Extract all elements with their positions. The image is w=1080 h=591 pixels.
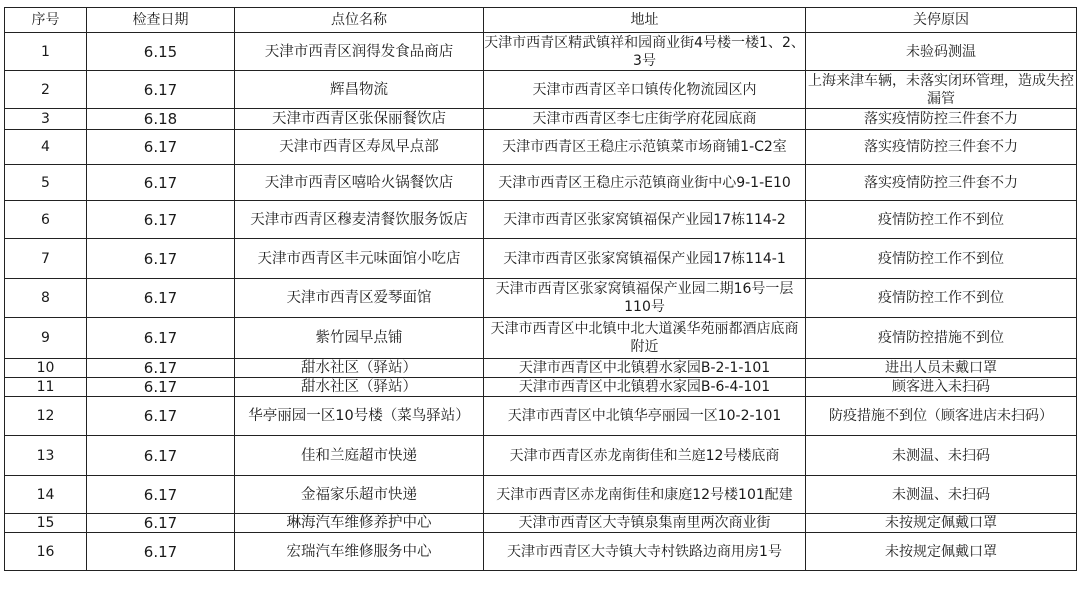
cell-name: 天津市西青区穆麦清餐饮服务饭店 [235,201,484,239]
cell-name: 天津市西青区张保丽餐饮店 [235,109,484,130]
header-name: 点位名称 [235,8,484,33]
table-row [5,33,1077,71]
table-row [5,533,1077,571]
cell-date: 6.17 [87,436,235,476]
cell-no: 4 [5,130,87,165]
cell-name: 佳和兰庭超市快递 [235,436,484,476]
cell-no: 7 [5,239,87,279]
cell-date: 6.17 [87,201,235,239]
table-row [5,239,1077,279]
cell-reason: 疫情防控工作不到位 [806,201,1077,239]
cell-reason: 未测温、未扫码 [806,476,1077,514]
cell-name: 天津市西青区寿凤早点部 [235,130,484,165]
cell-address: 天津市西青区辛口镇传化物流园区内 [484,71,806,109]
cell-address: 天津市西青区中北镇华亭丽园一区10-2-101 [484,397,806,436]
cell-reason: 顾客进入未扫码 [806,378,1077,397]
cell-no: 13 [5,436,87,476]
table-row [5,436,1077,476]
cell-address: 天津市西青区中北镇中北大道溪华苑丽都酒店底商附近 [484,318,806,359]
cell-no: 11 [5,378,87,397]
cell-address: 天津市西青区张家窝镇福保产业园二期16号一层110号 [484,279,806,318]
cell-reason: 疫情防控工作不到位 [806,239,1077,279]
cell-name: 紫竹园早点铺 [235,318,484,359]
cell-no: 14 [5,476,87,514]
cell-address: 天津市西青区赤龙南街佳和康庭12号楼101配建 [484,476,806,514]
cell-reason: 未按规定佩戴口罩 [806,514,1077,533]
cell-reason: 防疫措施不到位（顾客进店未扫码） [806,397,1077,436]
table-row [5,476,1077,514]
cell-no: 16 [5,533,87,571]
table-row [5,514,1077,533]
cell-name: 甜水社区（驿站） [235,359,484,378]
table-row [5,359,1077,378]
cell-no: 6 [5,201,87,239]
closure-table [4,7,1077,571]
cell-address: 天津市西青区大寺镇泉集南里两次商业街 [484,514,806,533]
cell-no: 5 [5,165,87,201]
cell-address: 天津市西青区张家窝镇福保产业园17栋114-1 [484,239,806,279]
cell-date: 6.17 [87,378,235,397]
cell-name: 辉昌物流 [235,71,484,109]
cell-address: 天津市西青区张家窝镇福保产业园17栋114-2 [484,201,806,239]
cell-address: 天津市西青区王稳庄示范镇商业街中心9-1-E10 [484,165,806,201]
table-row [5,130,1077,165]
cell-reason: 落实疫情防控三件套不力 [806,109,1077,130]
cell-reason: 未验码测温 [806,33,1077,71]
cell-address: 天津市西青区中北镇碧水家园B-2-1-101 [484,359,806,378]
cell-date: 6.17 [87,514,235,533]
cell-name: 天津市西青区润得发食品商店 [235,33,484,71]
cell-address: 天津市西青区精武镇祥和园商业街4号楼一楼1、2、3号 [484,34,805,69]
cell-address: 天津市西青区赤龙南街佳和兰庭12号楼底商 [484,436,806,476]
cell-reason: 疫情防控措施不到位 [806,318,1077,359]
cell-reason: 进出人员未戴口罩 [806,359,1077,378]
cell-date: 6.17 [87,397,235,436]
cell-reason: 未测温、未扫码 [806,436,1077,476]
cell-no: 9 [5,318,87,359]
cell-reason: 落实疫情防控三件套不力 [806,130,1077,165]
cell-address: 天津市西青区中北镇碧水家园B-6-4-101 [484,378,806,397]
cell-date: 6.17 [87,318,235,359]
table-row [5,165,1077,201]
cell-no: 12 [5,397,87,436]
table-row [5,397,1077,436]
cell-date: 6.17 [87,165,235,201]
header-no: 序号 [5,8,87,33]
cell-address: 天津市西青区大寺镇大寺村铁路边商用房1号 [484,533,806,571]
cell-name: 天津市西青区丰元味面馆小吃店 [235,239,484,279]
header-row [5,8,1077,33]
cell-no: 10 [5,359,87,378]
cell-reason: 落实疫情防控三件套不力 [806,165,1077,201]
table-row [5,378,1077,397]
cell-date: 6.17 [87,130,235,165]
cell-date: 6.18 [87,109,235,130]
cell-name: 琳海汽车维修养护中心 [235,514,484,533]
cell-reason: 上海来津车辆，未落实闭环管理，造成失控漏管 [806,71,1077,109]
cell-date: 6.17 [87,279,235,318]
cell-date: 6.15 [87,33,235,71]
table-row [5,201,1077,239]
table-row [5,109,1077,130]
cell-reason: 未按规定佩戴口罩 [806,533,1077,571]
cell-date: 6.17 [87,71,235,109]
cell-name: 华亭丽园一区10号楼（菜鸟驿站） [235,397,484,436]
cell-no: 8 [5,279,87,318]
cell-date: 6.17 [87,533,235,571]
cell-reason: 疫情防控工作不到位 [806,279,1077,318]
cell-date: 6.17 [87,239,235,279]
header-reason: 关停原因 [806,8,1077,33]
table-row [5,71,1077,109]
cell-name: 天津市西青区嘻哈火锅餐饮店 [235,165,484,201]
cell-name: 宏瑞汽车维修服务中心 [235,533,484,571]
cell-address: 天津市西青区李七庄街学府花园底商 [484,109,806,130]
cell-name: 金福家乐超市快递 [235,476,484,514]
table-row [5,318,1077,359]
cell-date: 6.17 [87,476,235,514]
cell-address: 天津市西青区王稳庄示范镇菜市场商铺1-C2室 [484,130,806,165]
cell-date: 6.17 [87,359,235,378]
cell-no: 3 [5,109,87,130]
header-date: 检查日期 [87,8,235,33]
cell-no: 1 [5,33,87,71]
cell-no: 2 [5,71,87,109]
header-address: 地址 [484,8,806,33]
cell-name: 天津市西青区爱琴面馆 [235,279,484,318]
table-row [5,279,1077,318]
cell-name: 甜水社区（驿站） [235,378,484,397]
cell-no: 15 [5,514,87,533]
